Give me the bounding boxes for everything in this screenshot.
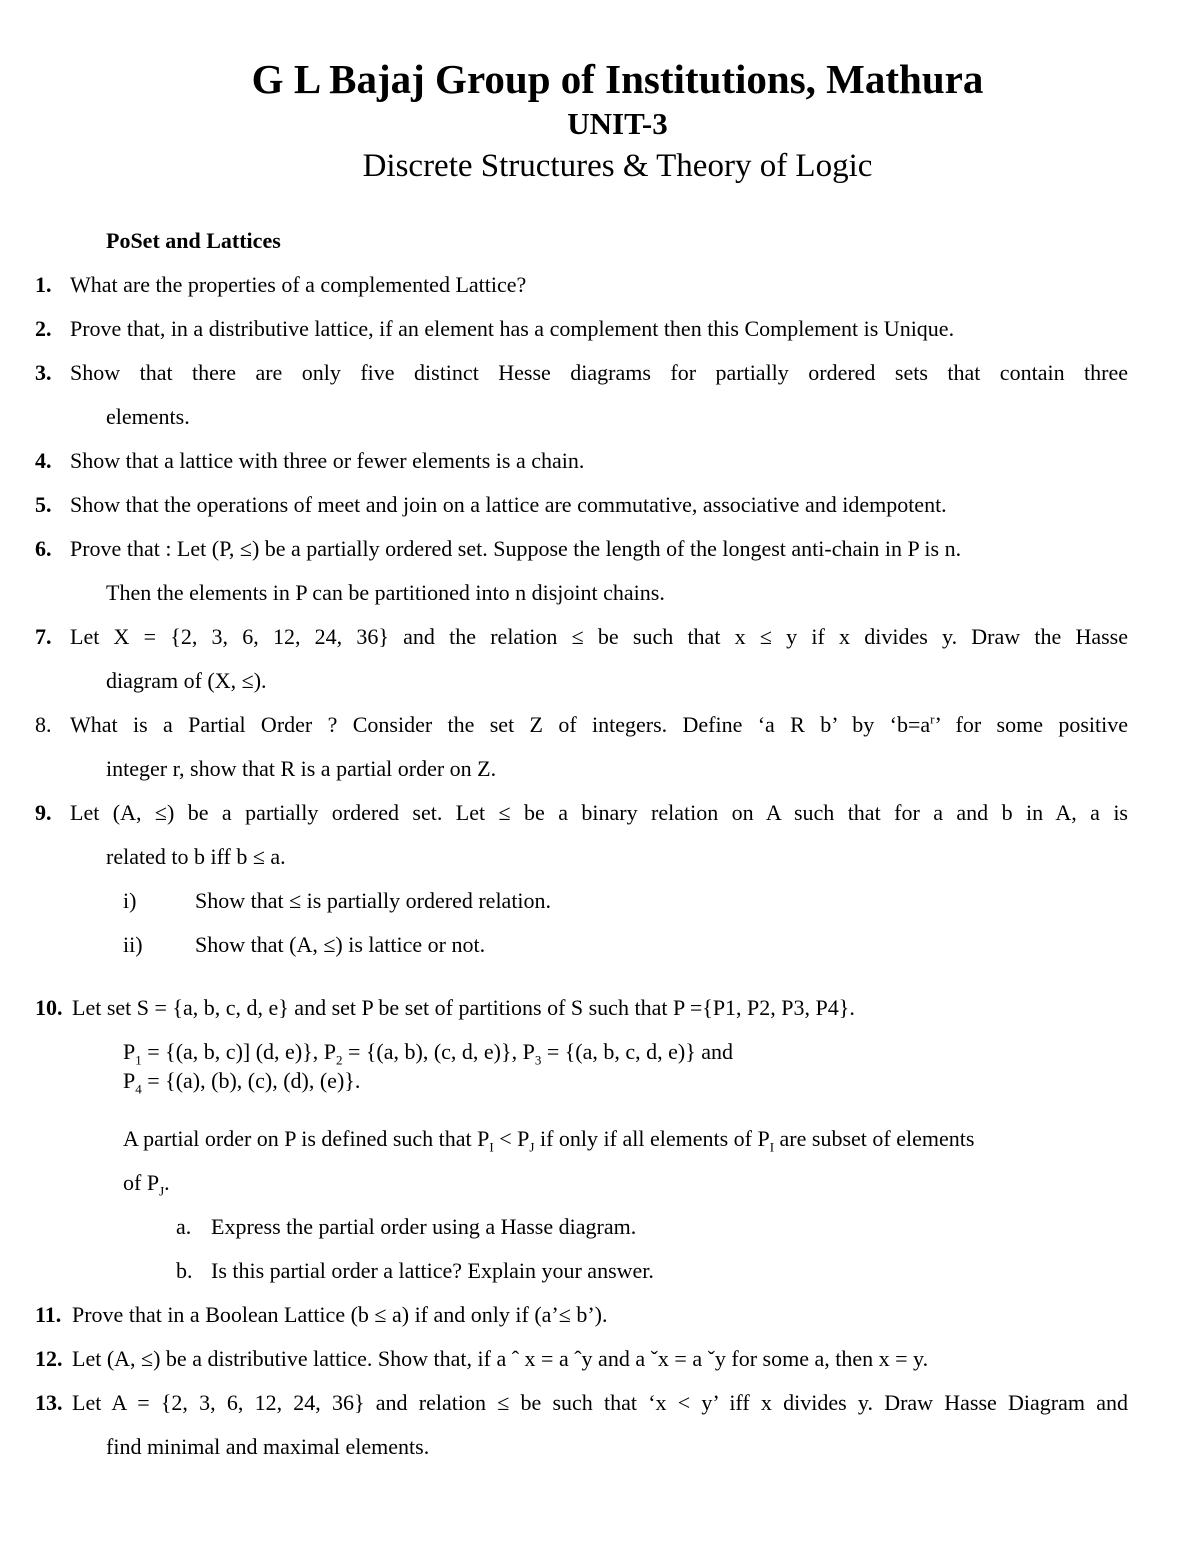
question-3-line-2: elements. bbox=[106, 404, 190, 429]
question-9-number: 9. bbox=[35, 800, 52, 825]
question-9-line-1: Let (A, ≤) be a partially ordered set. Let ≤ be a binary relation on A such that for a and b in A, a is bbox=[70, 800, 1128, 825]
question-1-text: What are the properties of a complemented Lattice? bbox=[70, 272, 527, 297]
question-3-line-1: Show that there are only five distinct Hesse diagrams for partially ordered sets that contain three bbox=[70, 360, 1128, 385]
question-11-number: 11. bbox=[35, 1302, 62, 1327]
question-5-number: 5. bbox=[35, 492, 52, 517]
question-10-definition-line-1: A partial order on P is defined such that $P_I < P_J$ if only if all elements of $P_I$ are subset of elements bbox=[123, 1126, 975, 1155]
question-13-line-2: find minimal and maximal elements. bbox=[106, 1434, 430, 1459]
question-2-text: Prove that, in a distributive lattice, if an element has a complement then this Complement is Unique. bbox=[70, 316, 955, 341]
question-4-text: Show that a lattice with three or fewer elements is a chain. bbox=[70, 448, 585, 473]
question-5-text: Show that the operations of meet and join on a lattice are commutative, associative and idempotent. bbox=[70, 492, 947, 517]
question-12-number: 12. bbox=[35, 1346, 63, 1371]
question-13-number: 13. bbox=[35, 1390, 63, 1415]
question-10-partitions-line-1: $P_1 = \{(a$, b, c)] (d, e)}, $P_2 = \{(a$, b), (c, d, e)}, $P_3 = \{(a$, b, c, d, e)} and bbox=[123, 1039, 734, 1068]
question-7-line-1: Let X = {2, 3, 6, 12, 24, 36} and the relation ≤ be such that x ≤ y if x divides y. Draw the Hasse bbox=[70, 624, 1128, 649]
question-7-number: 7. bbox=[35, 624, 52, 649]
question-6-line-1: Prove that : Let (P, ≤) be a partially ordered set. Suppose the length of the longest anti-chain in P is n. bbox=[70, 536, 962, 561]
question-9-sub-ii-number: ii) bbox=[123, 932, 143, 957]
question-6-number: 6. bbox=[35, 536, 52, 561]
question-10-line-1: Let set S = {a, b, c, d, e} and set P be set of partitions of S such that P ={P1, P2, P3, P4}. bbox=[72, 995, 855, 1020]
section-title: PoSet and Lattices bbox=[106, 228, 281, 253]
question-13-line-1: Let A = {2, 3, 6, 12, 24, 36} and relation ≤ be such that ‘x < y’ iff x divides y. Draw Hasse Diagram and bbox=[72, 1390, 1128, 1415]
institution-title: G L Bajaj Group of Institutions, Mathura bbox=[251, 56, 984, 102]
question-9-sub-i-number: i) bbox=[123, 888, 137, 913]
question-7-line-2: diagram of (X, ≤). bbox=[106, 668, 267, 693]
question-6-line-2: Then the elements in P can be partitioned into n disjoint chains. bbox=[106, 580, 665, 605]
question-8-line-1: What is a Partial Order ? Consider the set Z of integers. Define ‘a R b’ by ‘$b=a^r$’ for some positive bbox=[70, 711, 1128, 737]
question-8-line-2: integer r, show that R is a partial order on Z. bbox=[106, 756, 497, 781]
question-10-part-a-text: Express the partial order using a Hasse diagram. bbox=[211, 1214, 637, 1239]
question-10-part-a-number: a. bbox=[176, 1214, 192, 1239]
question-10-number: 10. bbox=[35, 995, 63, 1020]
subject-heading: Discrete Structures & Theory of Logic bbox=[362, 148, 873, 184]
question-9-sub-ii-text: Show that (A, ≤) is lattice or not. bbox=[195, 932, 486, 957]
question-3-number: 3. bbox=[35, 360, 52, 385]
question-8-number: 8. bbox=[35, 712, 52, 737]
unit-heading: UNIT-3 bbox=[567, 106, 668, 141]
question-2-number: 2. bbox=[35, 316, 52, 341]
question-12-text: Let (A, ≤) be a distributive lattice. Show that, if a ˆ x = a ˆy and a ˇx = a ˇy for some a, then x = y. bbox=[72, 1346, 929, 1371]
question-11-text: Prove that in a Boolean Lattice (b ≤ a) if and only if (a’≤ b’). bbox=[72, 1302, 608, 1327]
question-10-definition-line-2: of $P_J$. bbox=[123, 1170, 170, 1199]
question-10-partitions-line-2: $P_4 = \{(a)$, (b), (c), (d), (e)}. bbox=[123, 1068, 361, 1097]
question-9-sub-i-text: Show that ≤ is partially ordered relation. bbox=[195, 888, 552, 913]
question-10-part-b-number: b. bbox=[176, 1258, 193, 1283]
question-9-line-2: related to b iff b ≤ a. bbox=[106, 844, 286, 869]
question-10-part-b-text: Is this partial order a lattice? Explain your answer. bbox=[211, 1258, 654, 1283]
question-1-number: 1. bbox=[35, 272, 52, 297]
question-4-number: 4. bbox=[35, 448, 52, 473]
